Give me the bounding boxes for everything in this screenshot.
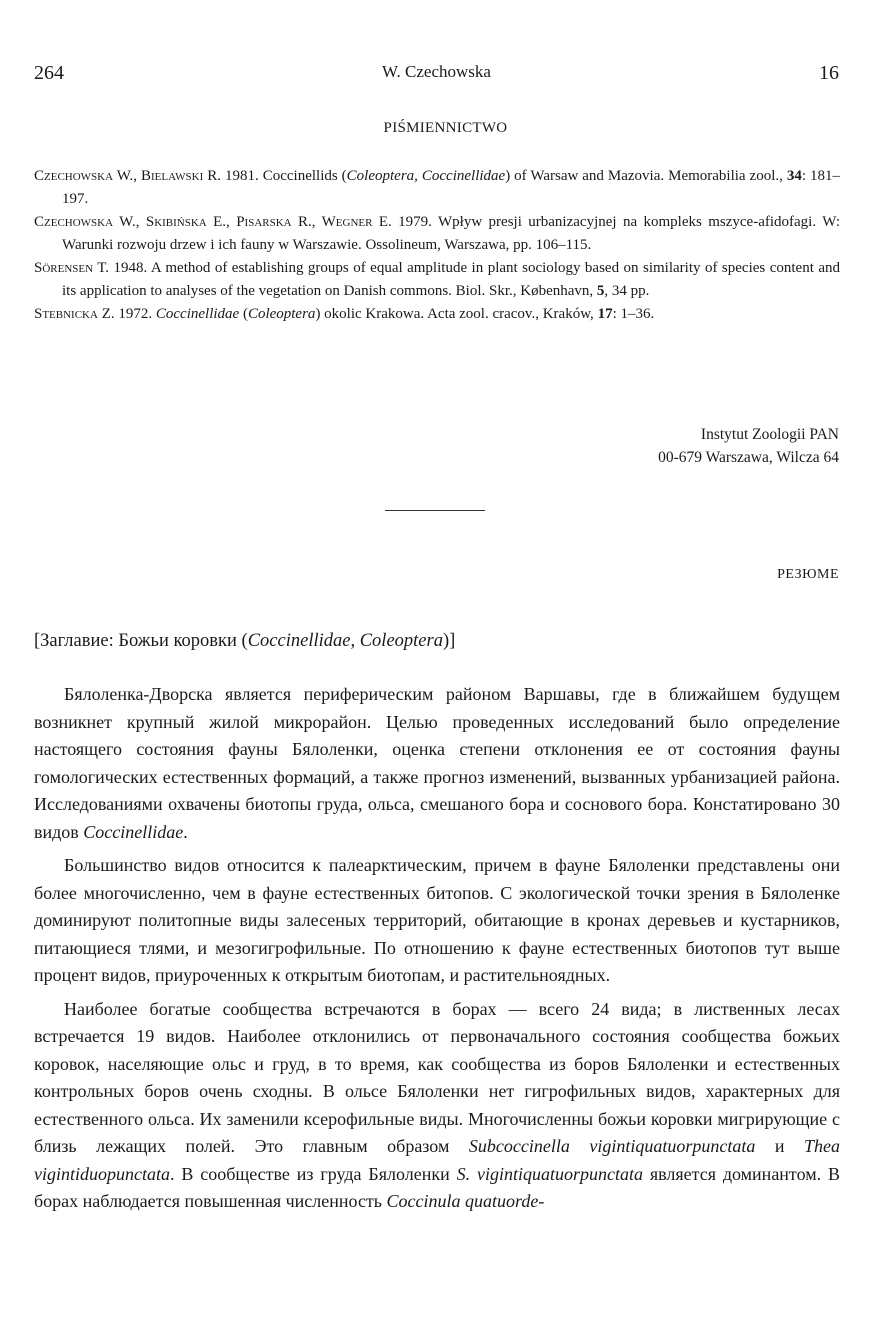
reference-italic: Coccinellidae bbox=[155, 306, 240, 322]
reference-item bbox=[34, 211, 840, 257]
author-address bbox=[658, 423, 839, 469]
page-number: 264 bbox=[34, 62, 64, 84]
paragraph-italic: Coccinellidae bbox=[83, 821, 184, 842]
paragraph bbox=[34, 681, 840, 846]
reference-authors: Czechowska W., Skibińska E., Pisarska R., Wegner E. bbox=[34, 214, 392, 230]
reference-text: 1948. A method of establishing groups of equal amplitude in plant sociology based on similarity of species content and its application to analyses of the vegetation on Danish commons. Biol. Skr., København, bbox=[62, 260, 840, 299]
reference-italic: Coleoptera, Coccinellidae bbox=[346, 168, 506, 184]
resume-heading bbox=[34, 631, 455, 652]
reference-text: ) okolic Krakowa. Acta zool. cracov., Kraków, bbox=[315, 306, 598, 322]
resume-body bbox=[34, 681, 840, 1222]
paragraph-text: является доминантом. В борах наблюдается повышенная численность bbox=[34, 1163, 840, 1211]
reference-text: 1972. bbox=[114, 306, 156, 322]
reference-volume: 5 bbox=[596, 283, 605, 299]
heading-text: [Заглавие: Божьи коровки ( bbox=[34, 631, 248, 651]
references-title: PIŚMIENNICTWO bbox=[383, 120, 508, 136]
paragraph-italic: Thea vigintiduopunctata bbox=[34, 1136, 840, 1184]
section-divider bbox=[385, 510, 485, 511]
volume-number: 16 bbox=[819, 62, 839, 84]
reference-text: 1981. Coccinellids ( bbox=[221, 168, 347, 184]
reference-item bbox=[34, 165, 840, 211]
paragraph-text: Наиболее богатые сообщества встречаются в борах — всего 24 вида; в лиственных лесах встречается 19 видов. Наиболее отклонились от первоначального состояния сообщества божьих коровок, населяющие ольс и груд, в то время, как сообщества из боров Бялоленки и естественных контрольных боров очень сходны. В ольсе Бялоленки нет гигрофильных видов, характерных для естественного ольса. Их заменили ксерофильные виды. Многочисленны божьи коровки мигрирующие с близь лежащих полей. Это главным образом bbox=[34, 998, 840, 1156]
reference-text: 1979. Wpływ presji urbanizacyjnej na kompleks mszyce-afidofagi. W: Warunki rozwoju drzew i ich fauny w Warszawie. Ossolineum, Warszawa, pp. 106–115. bbox=[62, 214, 840, 253]
paragraph bbox=[34, 996, 840, 1216]
paragraph-italic: Coccinula quatuorde- bbox=[386, 1191, 545, 1211]
reference-authors: Stebnicka Z. bbox=[34, 306, 115, 322]
heading-text: )] bbox=[442, 631, 456, 651]
resume-title: РЕЗЮМЕ bbox=[777, 567, 839, 582]
running-head-author: W. Czechowska bbox=[382, 62, 491, 81]
reference-item bbox=[34, 303, 840, 326]
paragraph-text: Большинство видов относится к палеарктическим, причем в фауне Бялоленки представлены они более многочисленно, чем в фауне естественных битопов. С экологической точки зрения в Бялоленке доминируют политопные виды залесеных территорий, обитающие в кронах деревьев и кустарников, питающиеся тлями, и мезогигрофильные. По отношению к фауне естественных биотопов тут выше процент видов, приуроченных к открытым биотопам, и растительноядных. bbox=[34, 855, 840, 985]
reference-text: , 34 pp. bbox=[604, 283, 650, 299]
reference-item bbox=[34, 257, 840, 303]
address-line: Instytut Zoologii PAN bbox=[700, 426, 839, 443]
paragraph-italic: S. vigintiquatuorpunctata bbox=[456, 1163, 643, 1184]
paragraph-text: и bbox=[755, 1136, 804, 1156]
reference-authors: Czechowska W., Bielawski R. bbox=[34, 168, 222, 184]
reference-text: : 181–197. bbox=[62, 168, 840, 207]
paragraph-text: Бялоленка-Дворска является периферическим районом Варшавы, где в ближайшем будущем возникнет крупный жилой микрорайон. Целью проведенных исследований было определение настоящего состояния фауны Бялоленки, оценка степени отклонения ее от состояния фауны гомологических естественных формаций, а также прогноз изменений, вызванных урбанизацией района. Исследованиями охвачены биотопы груда, ольса, смешаного бора и соснового бора. Констатировано 30 видов bbox=[34, 684, 840, 842]
paragraph-text: . В сообществе из груда Бялоленки bbox=[169, 1163, 457, 1184]
reference-volume: 34 bbox=[786, 168, 802, 184]
address-line: 00-679 Warszawa, Wilcza 64 bbox=[658, 449, 839, 466]
paragraph bbox=[34, 852, 840, 990]
reference-italic: Coleoptera bbox=[247, 306, 316, 322]
reference-text: : 1–36. bbox=[612, 306, 655, 322]
heading-italic: Coccinellidae, Coleoptera bbox=[247, 631, 443, 651]
paragraph-italic: Subcoccinella vigintiquatuorpunctata bbox=[468, 1136, 756, 1156]
paragraph-text: . bbox=[183, 821, 188, 842]
reference-text: ) of Warsaw and Mazovia. Memorabilia zool., bbox=[505, 168, 787, 184]
reference-authors: Sörensen T. bbox=[34, 260, 110, 276]
reference-text: ( bbox=[239, 306, 248, 322]
references-list bbox=[34, 165, 840, 326]
reference-volume: 17 bbox=[597, 306, 613, 322]
running-head bbox=[34, 62, 839, 86]
